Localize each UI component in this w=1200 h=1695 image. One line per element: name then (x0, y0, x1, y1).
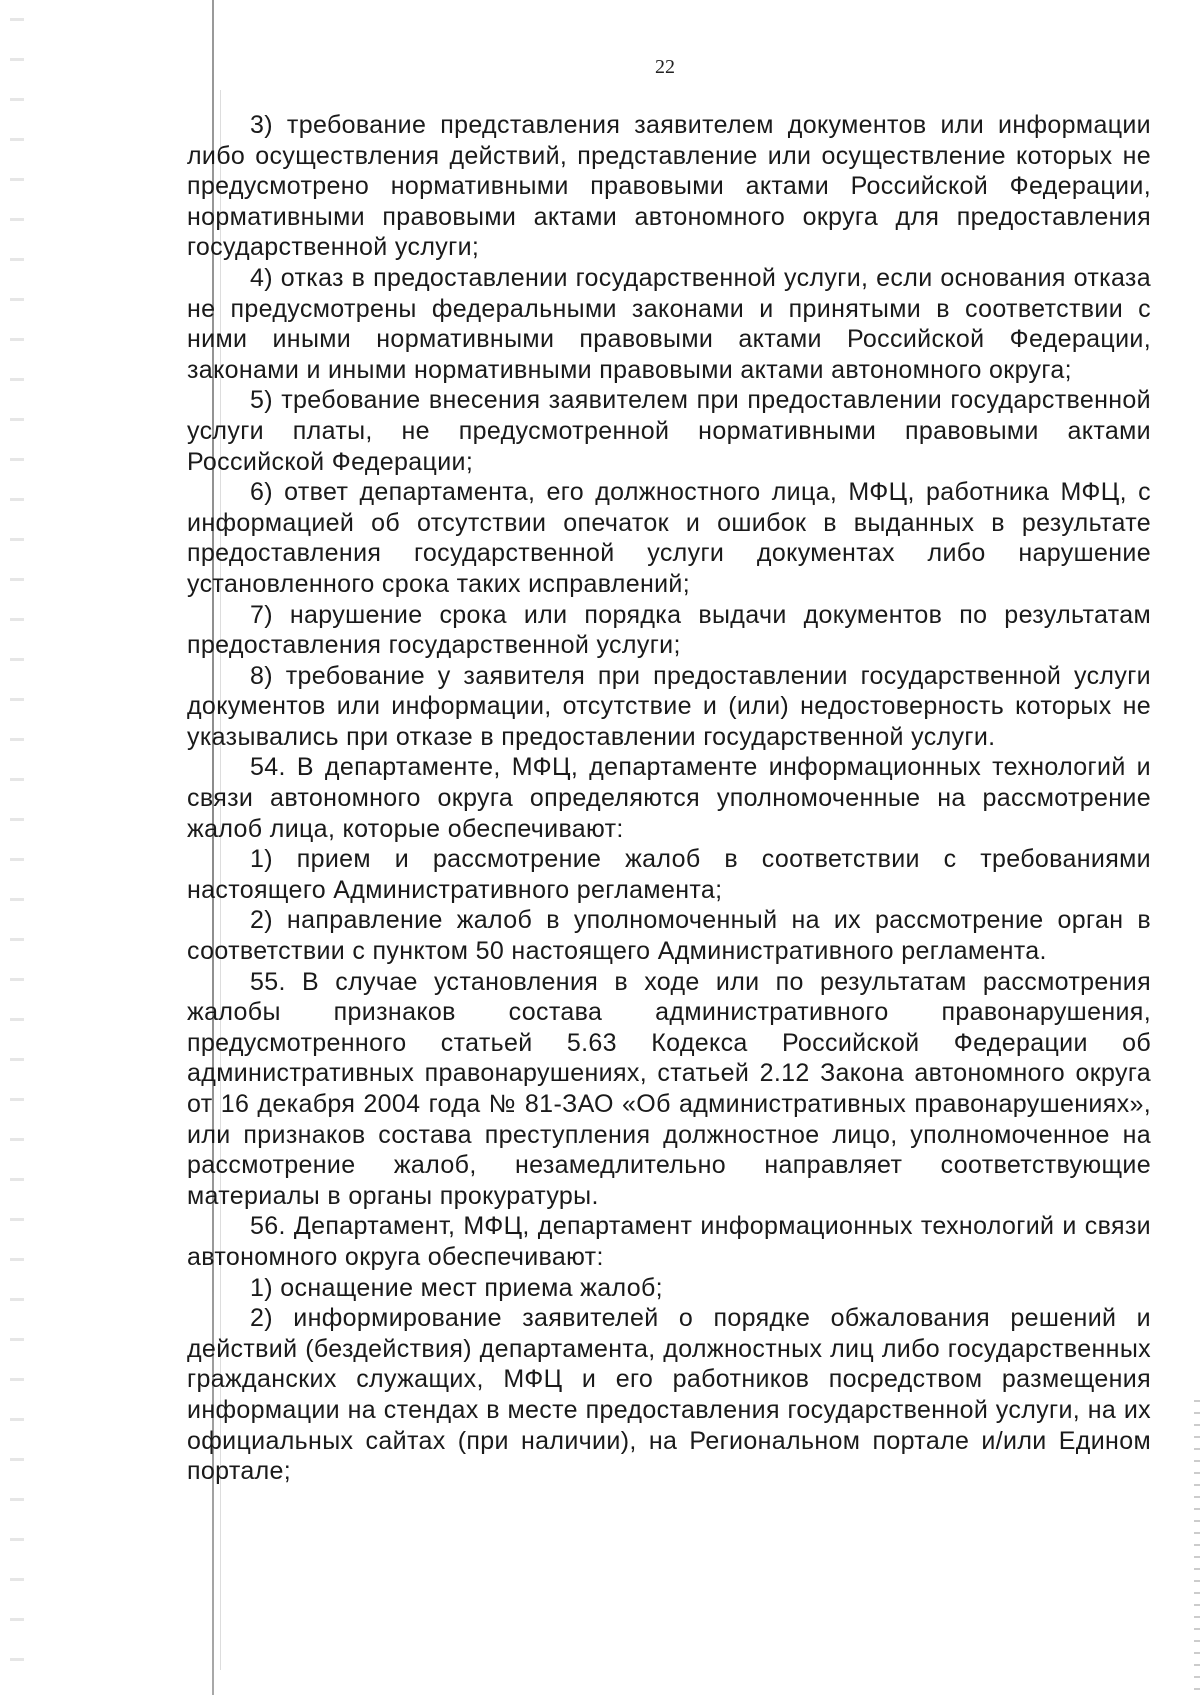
paragraph: 56. Департамент, МФЦ, департамент информационных технологий и связи автономного округа обеспечивают: (187, 1212, 1151, 1271)
document-body (187, 110, 1151, 1487)
scan-edge-artifact-right (1194, 1390, 1200, 1690)
scan-edge-artifact (10, 0, 24, 1695)
paragraph: 1) прием и рассмотрение жалоб в соответствии с требованиями настоящего Административного регламента; (187, 845, 1151, 904)
paragraph: 54. В департаменте, МФЦ, департаменте информационных технологий и связи автономного округа определяются уполномоченные на рассмотрение жалоб лица, которые обеспечивают: (187, 753, 1151, 843)
paragraph: 3) требование представления заявителем документов или информации либо осуществления действий, представление или осуществление которых не предусмотрено нормативными правовыми актами Российской Федерации, нормативными правовыми актами автономного округа для предоставления государственной услуги; (187, 111, 1151, 262)
paragraph: 2) информирование заявителей о порядке обжалования решений и действий (бездействия) департамента, должностных лиц либо государственных гражданских служащих, МФЦ и его работников посредством размещения информации на стендах в месте предоставления государственной услуги, на их официальных сайтах (при наличии), на Региональном портале и/или Едином портале; (187, 1304, 1151, 1486)
paragraph: 6) ответ департамента, его должностного лица, МФЦ, работника МФЦ, с информацией об отсутствии опечаток и ошибок в выданных в результате предоставления государственной услуги документах либо нарушение установленного срока таких исправлений; (187, 478, 1151, 598)
paragraph: 8) требование у заявителя при предоставлении государственной услуги документов или информации, отсутствие и (или) недостоверность которых не указывались при отказе в предоставлении государственной услуги. (187, 661, 1151, 751)
paragraph: 55. В случае установления в ходе или по результатам рассмотрения жалобы признаков состава административного правонарушения, предусмотренного статьей 5.63 Кодекса Российской Федерации об административных правонарушениях, статьей 2.12 Закона автономного округа от 16 декабря 2004 года № 81-ЗАО «Об административных правонарушениях», или признаков состава преступления должностное лицо, уполномоченное на рассмотрение жалоб, незамедлительно направляет соответствующие материалы в органы прокуратуры. (187, 967, 1151, 1210)
paragraph: 7) нарушение срока или порядка выдачи документов по результатам предоставления государственной услуги; (187, 600, 1151, 660)
page-number: 22 (655, 56, 675, 78)
paragraph: 2) направление жалоб в уполномоченный на их рассмотрение орган в соответствии с пунктом 50 настоящего Административного регламента. (187, 906, 1151, 966)
paragraph: 4) отказ в предоставлении государственной услуги, если основания отказа не предусмотрены федеральными законами и принятыми в соответствии с ними иными нормативными правовыми актами Российской Федерации, законами и иными нормативными правовыми актами автономного округа; (187, 263, 1151, 384)
paragraph: 5) требование внесения заявителем при предоставлении государственной услуги платы, не предусмотренной нормативными правовыми актами Российской Федерации; (187, 386, 1151, 476)
paragraph: 1) оснащение мест приема жалоб; (250, 1273, 663, 1302)
